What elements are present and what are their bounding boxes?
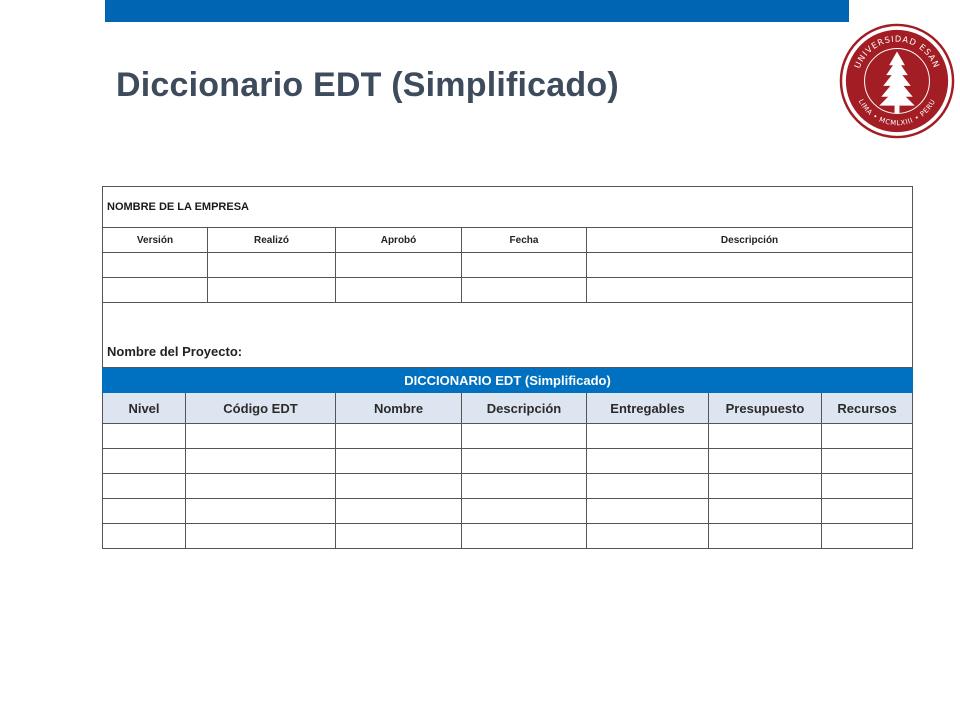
dictionary-cell[interactable] bbox=[462, 499, 587, 524]
dictionary-row bbox=[103, 499, 913, 524]
dictionary-row bbox=[103, 524, 913, 549]
slide-title: Diccionario EDT (Simplificado) bbox=[116, 66, 619, 104]
dictionary-cell[interactable] bbox=[186, 424, 336, 449]
dictionary-header-cell: Nivel bbox=[103, 393, 186, 424]
logo-text-bottom: LIMA • MCMLXIII • PERU bbox=[856, 97, 938, 128]
version-cell[interactable] bbox=[462, 253, 587, 278]
dictionary-cell[interactable] bbox=[462, 424, 587, 449]
dictionary-cell[interactable] bbox=[822, 524, 913, 549]
dictionary-cell[interactable] bbox=[709, 524, 822, 549]
version-cell[interactable] bbox=[587, 278, 913, 303]
dictionary-cell[interactable] bbox=[186, 449, 336, 474]
dictionary-cell[interactable] bbox=[709, 424, 822, 449]
company-name-label: NOMBRE DE LA EMPRESA bbox=[103, 187, 913, 228]
version-header-row bbox=[103, 228, 913, 253]
dictionary-header-cell: Entregables bbox=[587, 393, 709, 424]
version-cell[interactable] bbox=[208, 278, 336, 303]
version-cell[interactable] bbox=[336, 253, 462, 278]
dictionary-cell[interactable] bbox=[587, 524, 709, 549]
logo-text-top: UNIVERSIDAD ESAN bbox=[852, 33, 942, 70]
project-name-row bbox=[103, 303, 913, 368]
dictionary-cell[interactable] bbox=[103, 524, 186, 549]
version-cell[interactable] bbox=[587, 253, 913, 278]
version-row bbox=[103, 278, 913, 303]
version-header-cell: Fecha bbox=[462, 228, 587, 253]
dictionary-cell[interactable] bbox=[709, 449, 822, 474]
dictionary-cell[interactable] bbox=[709, 499, 822, 524]
dictionary-cell[interactable] bbox=[336, 449, 462, 474]
dictionary-row bbox=[103, 474, 913, 499]
dictionary-header-cell: Recursos bbox=[822, 393, 913, 424]
top-accent-bar bbox=[105, 0, 849, 22]
dictionary-header-cell: Descripción bbox=[462, 393, 587, 424]
dictionary-cell[interactable] bbox=[103, 449, 186, 474]
dictionary-cell[interactable] bbox=[462, 474, 587, 499]
version-header-cell: Versión bbox=[103, 228, 208, 253]
dictionary-title: DICCIONARIO EDT (Simplificado) bbox=[103, 368, 913, 393]
dictionary-cell[interactable] bbox=[822, 449, 913, 474]
dictionary-cell[interactable] bbox=[103, 424, 186, 449]
company-row bbox=[103, 187, 913, 228]
version-cell[interactable] bbox=[462, 278, 587, 303]
dictionary-header-cell: Presupuesto bbox=[709, 393, 822, 424]
dictionary-cell[interactable] bbox=[336, 474, 462, 499]
edt-dictionary-form bbox=[102, 186, 913, 549]
dictionary-cell[interactable] bbox=[587, 499, 709, 524]
version-cell[interactable] bbox=[103, 278, 208, 303]
dictionary-header-cell: Nombre bbox=[336, 393, 462, 424]
dictionary-cell[interactable] bbox=[822, 499, 913, 524]
dictionary-cell[interactable] bbox=[186, 524, 336, 549]
dictionary-cell[interactable] bbox=[709, 474, 822, 499]
dictionary-cell[interactable] bbox=[336, 424, 462, 449]
dictionary-cell[interactable] bbox=[822, 424, 913, 449]
dictionary-title-row bbox=[103, 368, 913, 393]
dictionary-header-cell: Código EDT bbox=[186, 393, 336, 424]
project-name-label: Nombre del Proyecto: bbox=[103, 303, 913, 368]
dictionary-cell[interactable] bbox=[587, 424, 709, 449]
dictionary-header-row bbox=[103, 393, 913, 424]
dictionary-cell[interactable] bbox=[587, 449, 709, 474]
dictionary-cell[interactable] bbox=[336, 524, 462, 549]
dictionary-cell[interactable] bbox=[186, 474, 336, 499]
version-row bbox=[103, 253, 913, 278]
dictionary-cell[interactable] bbox=[336, 499, 462, 524]
version-cell[interactable] bbox=[103, 253, 208, 278]
dictionary-cell[interactable] bbox=[462, 449, 587, 474]
dictionary-cell[interactable] bbox=[103, 499, 186, 524]
dictionary-cell[interactable] bbox=[587, 474, 709, 499]
dictionary-row bbox=[103, 449, 913, 474]
dictionary-cell[interactable] bbox=[103, 474, 186, 499]
version-header-cell: Aprobó bbox=[336, 228, 462, 253]
version-cell[interactable] bbox=[336, 278, 462, 303]
universidad-esan-seal-icon bbox=[838, 22, 956, 140]
version-header-cell: Descripción bbox=[587, 228, 913, 253]
dictionary-row bbox=[103, 424, 913, 449]
version-cell[interactable] bbox=[208, 253, 336, 278]
dictionary-cell[interactable] bbox=[462, 524, 587, 549]
dictionary-cell[interactable] bbox=[822, 474, 913, 499]
dictionary-cell[interactable] bbox=[186, 499, 336, 524]
version-header-cell: Realizó bbox=[208, 228, 336, 253]
